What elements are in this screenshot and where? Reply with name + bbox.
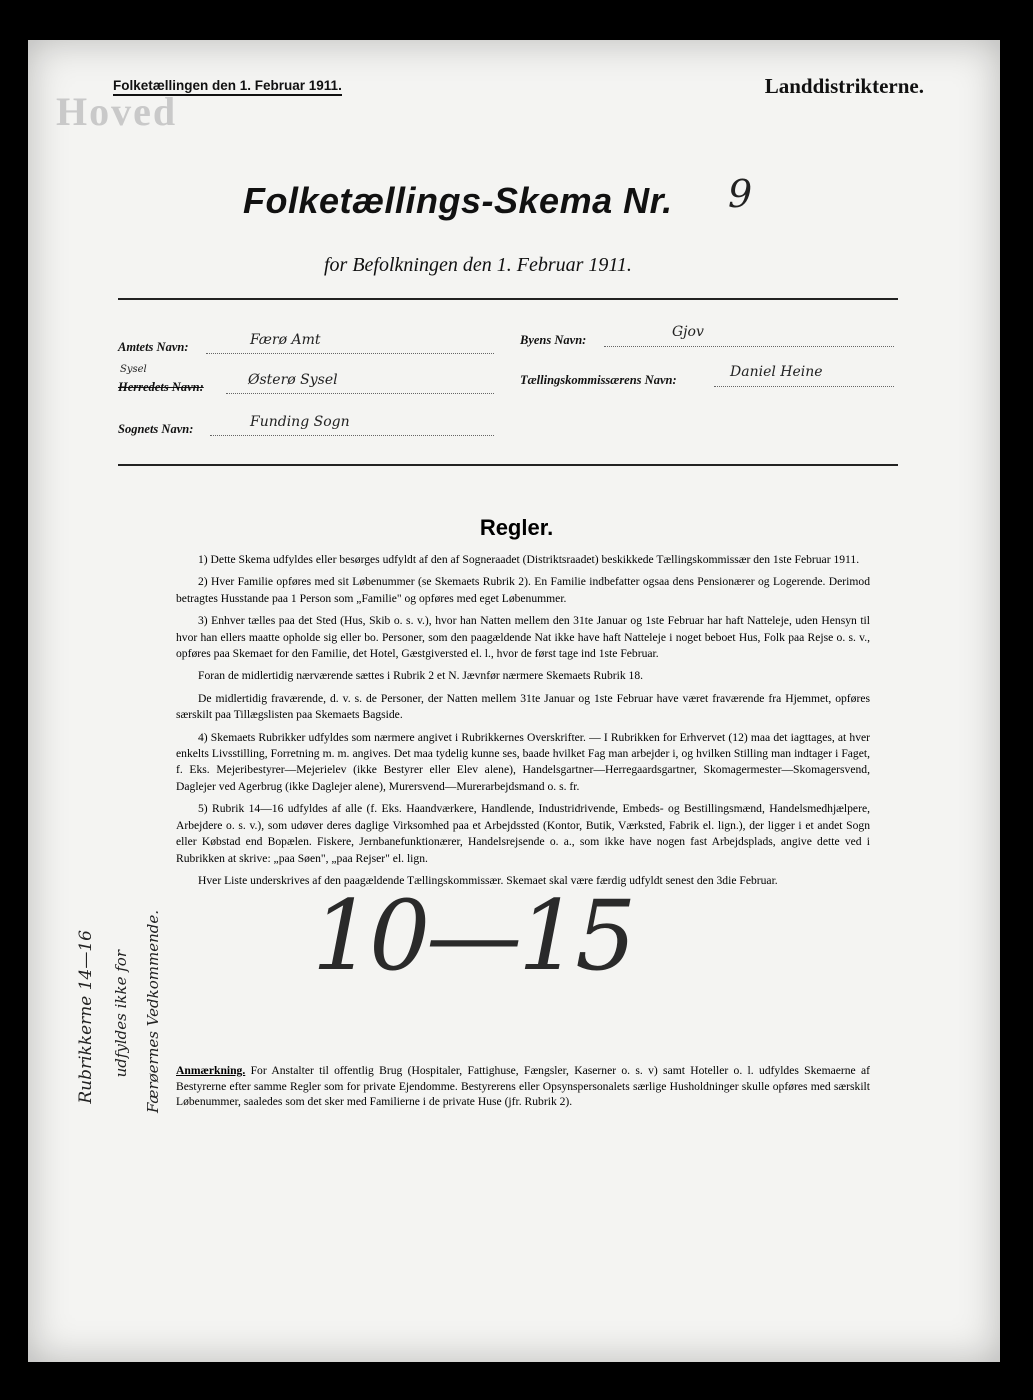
- byens-label: Byens Navn:: [520, 333, 587, 347]
- rule-item: Foran de midlertidig nærværende sættes i Rubrik 2 et N. Jævnfør nærmere Skemaets Rubrik 18.: [198, 669, 644, 683]
- form-subtitle: for Befolkningen den 1. Februar 1911.: [324, 254, 632, 276]
- margin-note-line2: udfyldes ikke for: [112, 950, 130, 1078]
- sogn-label: Sognets Navn:: [118, 422, 194, 436]
- amt-dots: [206, 353, 494, 354]
- form-title: Folketællings-Skema Nr.: [243, 180, 673, 221]
- rule-item: 3) Enhver tælles paa det Sted (Hus, Skib o. s. v.), hvor han Natten mellem den 31te Januar og 1ste Februar har haft Natteleje, uden Hensyn til hvor han ellers maatte opholde sig eller bo. Personer, som den paagældende Nat ikke have haft Natteleje i noget beboet Hus, Folk paa Rejse o. s. v., opføres paa Skemaet for den Familie, det Hotel, Gæstgiversted el. l., hvor de først tage ind 1ste Februar.: [176, 614, 870, 661]
- rule-item: De midlertidig fraværende, d. v. s. de Personer, der Natten mellem 31te Januar og 1ste Februar have været fraværende fra Hjemmet, opføres særskilt paa Tillægslisten paa Skemaets Bagside.: [176, 691, 870, 722]
- rule-item: 5) Rubrik 14—16 udfyldes af alle (f. Eks. Haandværkere, Handlende, Industridrivende, Embeds- og Bestillingsmænd, Handelsmedhjælpere, Arbejdere o. s. v.), som udøver deres daglige Virksomhed paa et Arbejdssted (Kontor, Butik, Værksted, Fabrik el. lign.), der ligger i et andet Sogn eller Købstad end Bopælen. Fiskere, Jernbanefunktionærer, Handelsrejsende o. a., som ikke have nogen fast Arbejdsplads, angive dette ved i Rubrikken at skrive: „paa Søen", „paa Rejser" el. lign.: [176, 802, 870, 865]
- kommissaer-dots: [714, 386, 894, 387]
- kommissaer-label: Tællingskommissærens Navn:: [520, 373, 677, 387]
- margin-note-line3: Færøernes Vedkommende.: [144, 910, 162, 1114]
- ghost-stamp: Hoved: [56, 89, 178, 134]
- handwritten-range: 10—15: [312, 880, 633, 992]
- rule-item: 1) Dette Skema udfyldes eller besørges udfyldt af den af Sogneraadet (Distriktsraadet) beskikkede Tællingskommissær den 1ste Februar 1911.: [198, 553, 860, 566]
- amt-label: Amtets Navn:: [118, 340, 189, 354]
- top-rule: [118, 298, 898, 300]
- kommissaer-value: Daniel Heine: [730, 364, 823, 380]
- amt-value: Færø Amt: [250, 332, 321, 348]
- header-left: Folketællingen den 1. Februar 1911.: [113, 78, 342, 96]
- herred-value: Østerø Sysel: [248, 372, 338, 388]
- schema-number: 9: [728, 172, 753, 216]
- sogn-value: Funding Sogn: [250, 414, 350, 430]
- byens-value: Gjov: [672, 324, 704, 340]
- anmaerkning-text: For Anstalter til offentlig Brug (Hospitaler, Fattighuse, Fængsler, Kaserner o. s. v) samt Hoteller o. l. udfyldes Skemaerne af Bestyrerne efter samme Regler som for private Ejendomme. Bestyrerens eller Opsynspersonalets særlige Husholdninger skulle opføres med særskilt Løbenummer, saaledes som det sker med Familierne i de private Huse (jfr. Rubrik 2).: [176, 1064, 870, 1108]
- herred-correction: Sysel: [120, 364, 147, 375]
- herred-dots: [226, 393, 494, 394]
- rules-list: [176, 552, 870, 895]
- byens-dots: [604, 346, 894, 347]
- herred-label: Herredets Navn:: [118, 380, 204, 394]
- rules-heading: Regler.: [479, 515, 554, 540]
- margin-note-line1: Rubrikkerne 14—16: [76, 930, 96, 1104]
- rule-item: 2) Hver Familie opføres med sit Løbenummer (se Skemaets Rubrik 2). En Familie indbefatter ogsaa dens Pensionærer og Logerende. Derimod betragtes Husstande paa 1 Person som „Familie" og opføres med eget Løbenummer.: [176, 575, 870, 605]
- anmaerkning-label: Anmærkning.: [176, 1064, 246, 1077]
- rule-item: Hver Liste underskrives af den paagældende Tællingskommissær. Skemaet skal være færdig udfyldt senest den 3die Februar.: [198, 873, 778, 887]
- anmaerkning-note: [176, 1063, 870, 1110]
- header-right: Landdistrikterne.: [764, 74, 924, 98]
- rule-item: 4) Skemaets Rubrikker udfyldes som nærmere angivet i Rubrikkernes Overskrifter. — I Rubrikken for Erhvervet (12) maa det iagttages, at hver enkelts Livsstilling, Forretning m. m. angives. Det maa tydelig kunne ses, baade hvilket Fag man arbejder i, og hvilken Stilling man indtager i Faget, f. Eks. Mejeribestyrer—Mejerielev (ikke Bestyrer eller Elev alene), Handelsgartner—Herregaardsgartner, Skomagermester—Skomagersvend, Daglejer ved Agerbrug (ikke Daglejer alene), Murersvend—Murerarbejdsmand o. s. fr.: [176, 730, 870, 793]
- sogn-dots: [210, 435, 494, 436]
- bottom-rule: [118, 464, 898, 466]
